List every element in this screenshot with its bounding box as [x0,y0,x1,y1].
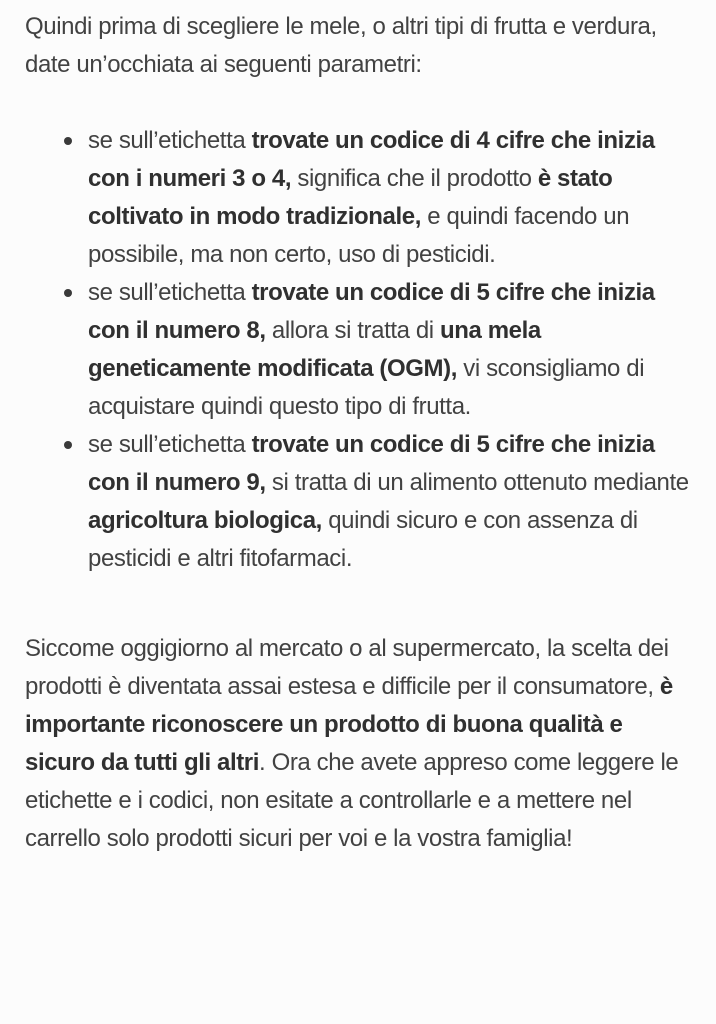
text-run-bold: trovate un codice di 5 cifre che inizia con il numero 8, [88,279,655,344]
text-run: se sull’etichetta [88,431,252,458]
outro-paragraph [25,630,695,858]
bullet-text [88,279,655,420]
list-item-code-4-digits [64,122,695,274]
text-run: si tratta di un alimento ottenuto mediante [265,469,689,496]
intro-paragraph [25,8,695,84]
bullet-list [25,122,695,578]
text-run-bold: è importante riconoscere un prodotto di buona qualità e sicuro da tutti gli altri [25,673,673,776]
text-run: vi sconsigliamo di acquistare quindi questo tipo di frutta. [88,355,645,420]
list-item-code-5-digits-8 [64,274,695,426]
bullet-text [88,127,655,268]
text-run: Siccome oggigiorno al mercato o al supermercato, la scelta dei prodotti è diventata assai estesa e difficile per il consumatore, [25,635,669,700]
text-run: Quindi prima di scegliere le mele, o altri tipi di frutta e verdura, date un’occhiata ai seguenti parametri: [25,13,657,78]
text-run: allora si tratta di [265,317,440,344]
text-run-bold: una mela geneticamente modificata (OGM), [88,317,541,382]
text-run-bold: trovate un codice di 4 cifre che inizia con i numeri 3 o 4, [88,127,655,192]
text-run-bold: agricoltura biologica, [88,507,322,534]
list-item-code-5-digits-9 [64,426,695,578]
text-run: significa che il prodotto [291,165,538,192]
text-run: se sull’etichetta [88,127,252,154]
text-run: quindi sicuro e con assenza di pesticidi e altri fitofarmaci. [88,507,638,572]
bullet-icon [64,441,72,449]
text-run: . Ora che avete appreso come leggere le etichette e i codici, non esitate a controllarle e a mettere nel carrello solo prodotti sicuri per voi e la vostra famiglia! [25,749,679,852]
text-run-bold: è stato coltivato in modo tradizionale, [88,165,613,230]
text-run: se sull’etichetta [88,279,252,306]
bullet-icon [64,289,72,297]
text-run-bold: trovate un codice di 5 cifre che inizia con il numero 9, [88,431,655,496]
text-run: e quindi facendo un possibile, ma non certo, uso di pesticidi. [88,203,630,268]
bullet-icon [64,137,72,145]
bullet-text [88,431,689,572]
